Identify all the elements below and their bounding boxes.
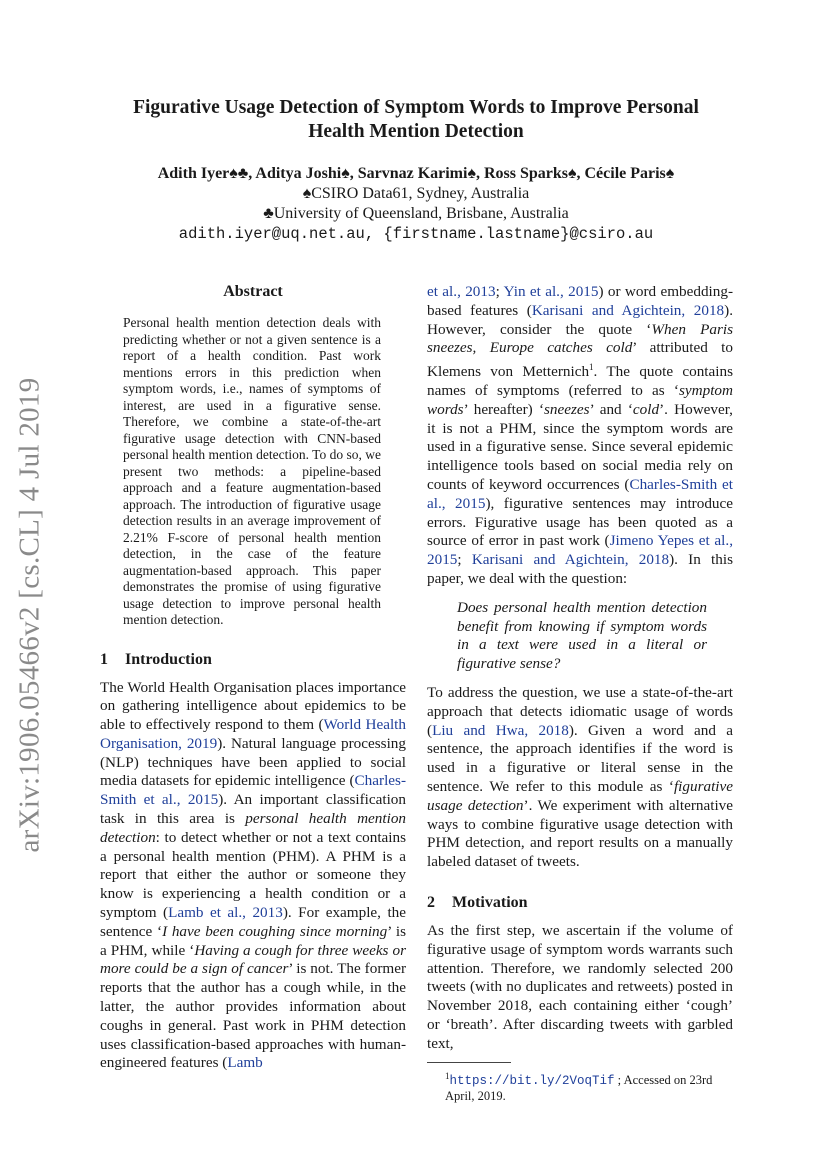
citation-link[interactable]: Lamb et al., 2013 (168, 904, 283, 922)
footnote-url[interactable]: https://bit.ly/2VoqTif (449, 1073, 615, 1088)
affiliation-uq: ♣University of Queensland, Brisbane, Australia (263, 205, 569, 222)
paper-title (100, 96, 732, 144)
author-emails: adith.iyer@uq.net.au, {firstname.lastname}@csiro.au (178, 225, 654, 243)
citation-link[interactable]: World Health Organisation, 2019 (100, 716, 406, 752)
citation-link[interactable]: Lamb (227, 1054, 263, 1072)
author-names: Adith Iyer♠♣, Aditya Joshi♠, Sarvnaz Karimi♠, Ross Sparks♠, Cécile Paris♠ (157, 165, 675, 182)
section-2-heading: 2 Motivation (427, 893, 528, 911)
citation-link[interactable]: Jimeno Yepes et al., 2015 (427, 532, 733, 569)
citation-link[interactable]: Karisani and Agichtein, 2018 (471, 551, 670, 569)
motivation-paragraph: As the first step, we ascertain if the volume of figurative usage of symptom words warrants such attention. Therefore, we randomly selected 200 tweets (with no duplicates and retweets) posted in November 2018, each containing either ‘cough’ or ‘breath’. After discarding tweets with garbled text, (427, 921, 733, 1052)
affiliation-csiro: ♠CSIRO Data61, Sydney, Australia (302, 185, 530, 202)
right-paragraph-1: et al., 2013; Yin et al., 2015) or word embedding-based features (Karisani and Agichtein, 2018). However, consider the quote ‘When Paris sneezes, Europe catches cold’ attributed to Klemens von Metternich$^1$. The quote contains names of symptoms (referred to as ‘symptom words’ hereafter) ‘sneezes’ and ‘cold’. However, it is not a PHM, since the symptom words are used in a figurative sense. Since several epidemic intelligence tools based on social media rely on counts of keyword occurrences (Charles-Smith et al., 2015), figurative sentences may introduce errors. Figurative usage has been quoted as a source of error in past work (Jimeno Yepes et al., 2015; Karisani and Agichtein, 2018). In this paper, we deal with the question: (427, 283, 734, 588)
author-block (100, 164, 732, 244)
citation-link[interactable]: Charles-Smith et al., 2015 (100, 772, 406, 809)
right-column (427, 283, 733, 1104)
citation-link[interactable]: et al., 2013 (427, 283, 496, 300)
citation-link[interactable]: Liu and Hwa, 2018 (432, 721, 569, 739)
intro-paragraph: The World Health Organisation places importance on gathering intelligence about epidemics to be able to effectively respond to them (World Health Organisation, 2019). Natural language processing (NLP) techniques have been applied to social media datasets for epidemic intelligence (Charles-Smith et al., 2015). An important classification task in this area is personal health mention detection: to detect whether or not a text contains a personal health mention (PHM). A PHM is a report that either the author or someone they know is experiencing a health condition or a symptom (Lamb et al., 2013). For example, the sentence ‘I have been coughing since morning’ is a PHM, while ‘Having a cough for three weeks or more could be a sign of cancer’ is not. The former reports that the author has a cough while, in the latter, the author provides information about coughs in general. Past work in PHM detection uses classification-based approaches with human-engineered features (Lamb (100, 678, 407, 1072)
arxiv-stamp: arXiv:1906.05466v2 [cs.CL] 4 Jul 2019 (13, 377, 46, 853)
section-1-heading: 1 Introduction (100, 650, 212, 668)
footnote-rule (427, 1062, 511, 1063)
citation-link[interactable]: Yin et al., 2015 (503, 283, 599, 300)
abstract-heading: Abstract (223, 283, 283, 300)
right-paragraph-2: To address the question, we use a state-of-the-art approach that detects idiomatic usage of words (Liu and Hwa, 2018). Given a word and a sentence, the approach identifies if the word is used in a figurative or literal sense in the sentence. We refer to this module as ‘figurative usage detection’. We experiment with alternative ways to combine figurative usage detection with PHM detection, and report results on a manually labeled dataset of tweets. (427, 684, 733, 871)
citation-link[interactable]: Charles-Smith et al., 2015 (427, 476, 733, 512)
research-question: Does personal health mention detection benefit from knowing if symptom words in a text were used in a literal or figurative sense? (457, 598, 707, 673)
abstract-text: Personal health mention detection deals with predicting whether or not a given sentence is a report of a health condition. Past work mentions errors in this prediction when symptom words, i.e., names of symptoms of interest, are used in a figurative sense. Therefore, we combine a state-of-the-art figurative usage detection with CNN-based personal health mention detection. To do so, we present two methods: a pipeline-based approach and a feature augmentation-based approach. The introduction of figurative usage detection results in an average improvement of 2.21% F-score of personal health mention detection, in the case of the feature augmentation-based approach. This paper demonstrates the promise of using figurative usage detection to improve personal health mention detection. (123, 315, 381, 627)
footnote: $^1$https://bit.ly/2VoqTif ; Accessed on 23rd April, 2019. (445, 1070, 713, 1103)
title-line-2: Health Mention Detection (308, 121, 524, 142)
footnote-marker[interactable]: 1 (589, 362, 594, 373)
left-column (100, 283, 406, 1073)
citation-link[interactable]: Karisani and Agichtein, 2018 (531, 301, 725, 319)
title-line-1: Figurative Usage Detection of Symptom Words to Improve Personal (133, 97, 699, 118)
